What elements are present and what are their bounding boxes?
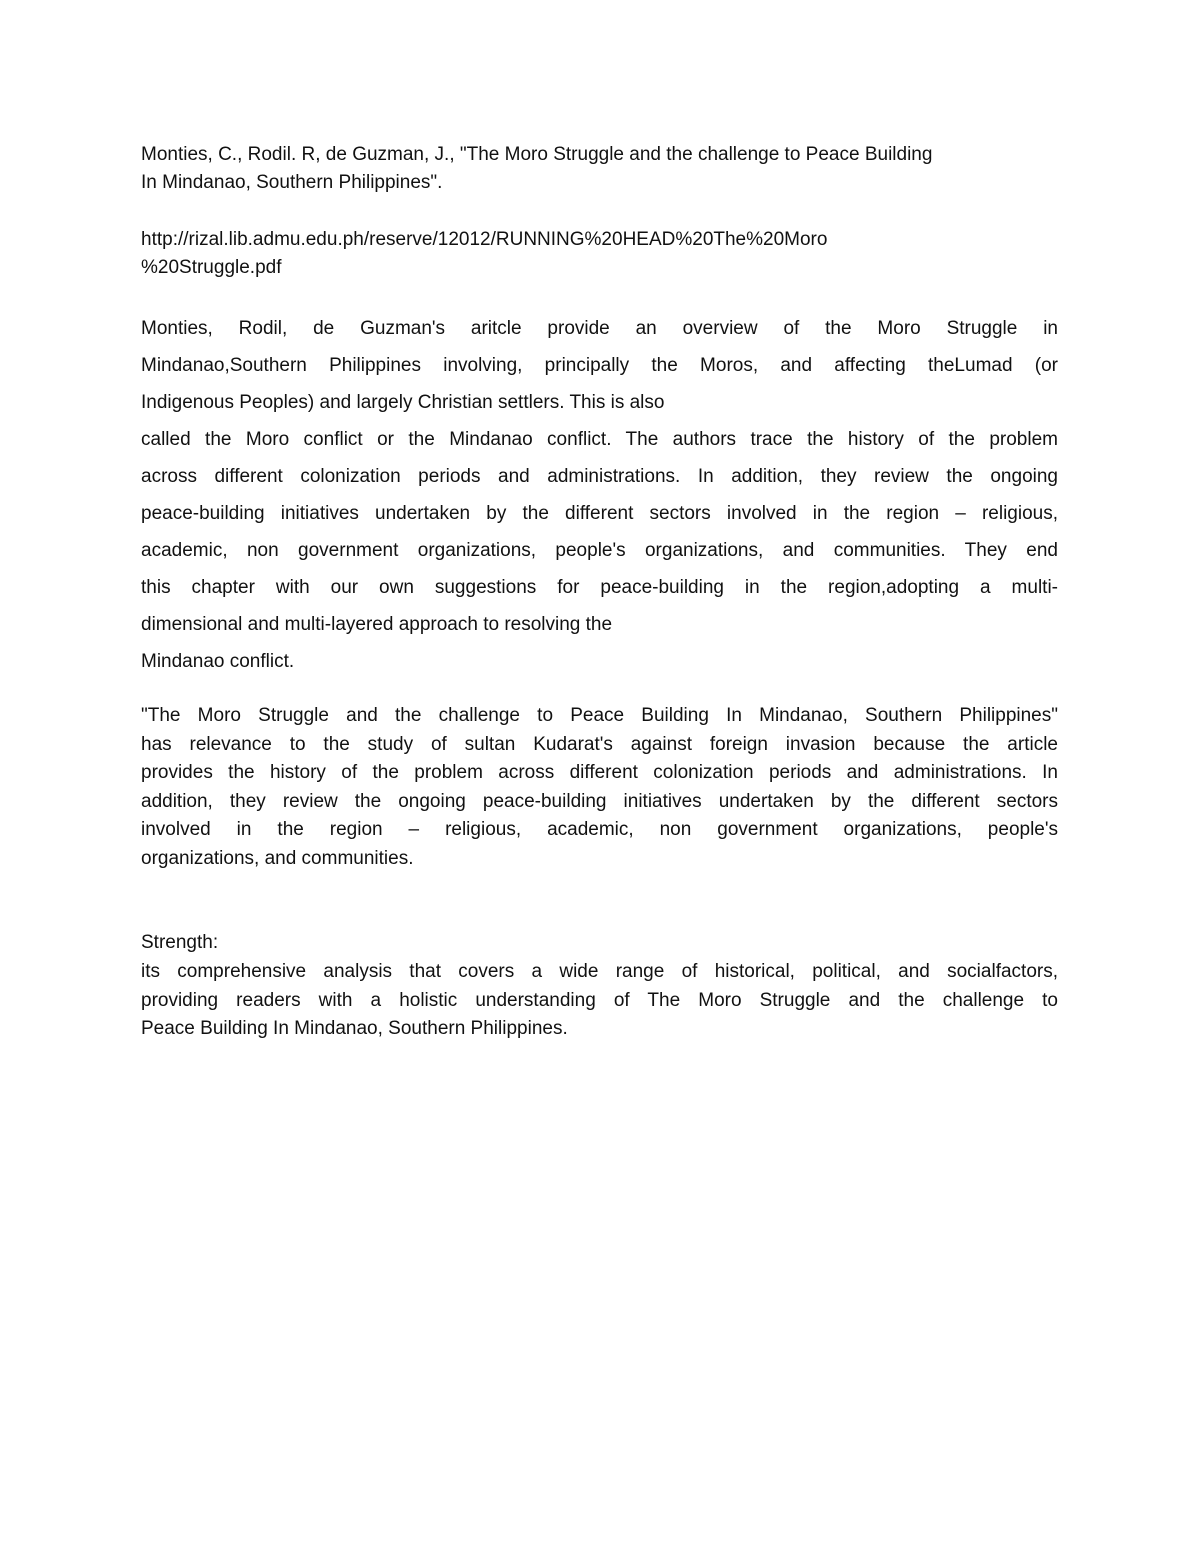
source-url[interactable] (141, 226, 1058, 282)
strength-line: Peace Building In Mindanao, Southern Philippines. (141, 1018, 568, 1039)
relevance-line: addition, they review the ongoing peace-building initiatives undertaken by the different sectors (141, 790, 1058, 812)
summary-line: academic, non government organizations, people's organizations, and communities. They end (141, 540, 1058, 561)
summary-line: dimensional and multi-layered approach to resolving the (141, 614, 613, 635)
summary-line: peace-building initiatives undertaken by the different sectors involved in the region – religious, (141, 503, 1058, 524)
summary-line: Mindanao conflict. (141, 651, 295, 672)
summary-paragraph (141, 310, 1058, 680)
strength-heading (141, 929, 1058, 957)
strength-heading-text: Strength: (141, 932, 219, 953)
citation-paragraph (141, 141, 1058, 197)
citation-line: In Mindanao, Southern Philippines". (141, 172, 443, 193)
url-line[interactable]: %20Struggle.pdf (141, 257, 282, 278)
summary-line: Monties, Rodil, de Guzman's aritcle provide an overview of the Moro Struggle in (141, 318, 1058, 339)
summary-line: Mindanao,Southern Philippines involving, principally the Moros, and affecting theLumad (or (141, 355, 1058, 376)
relevance-line: involved in the region – religious, academic, non government organizations, people's (141, 819, 1058, 840)
summary-line: called the Moro conflict or the Mindanao conflict. The authors trace the history of the problem (141, 429, 1058, 450)
relevance-line: organizations, and communities. (141, 847, 414, 869)
summary-line: Indigenous Peoples) and largely Christian settlers. This is also (141, 392, 665, 413)
relevance-paragraph (141, 702, 1058, 873)
strength-line: providing readers with a holistic understanding of The Moro Struggle and the challenge to (141, 989, 1058, 1011)
citation-line: Monties, C., Rodil. R, de Guzman, J., "The Moro Struggle and the challenge to Peace Building (141, 144, 933, 165)
strength-paragraph (141, 958, 1058, 1044)
url-line[interactable]: http://rizal.lib.admu.edu.ph/reserve/12012/RUNNING%20HEAD%20The%20Moro (141, 229, 828, 250)
relevance-line: has relevance to the study of sultan Kudarat's against foreign invasion because the article (141, 733, 1058, 755)
relevance-line: "The Moro Struggle and the challenge to Peace Building In Mindanao, Southern Philippines" (141, 705, 1058, 726)
strength-line: its comprehensive analysis that covers a wide range of historical, political, and socialfactors, (141, 961, 1058, 982)
summary-line: this chapter with our own suggestions for peace-building in the region,adopting a multi- (141, 577, 1058, 598)
relevance-line: provides the history of the problem across different colonization periods and administrations. In (141, 762, 1058, 783)
summary-line: across different colonization periods and administrations. In addition, they review the ongoing (141, 466, 1058, 487)
